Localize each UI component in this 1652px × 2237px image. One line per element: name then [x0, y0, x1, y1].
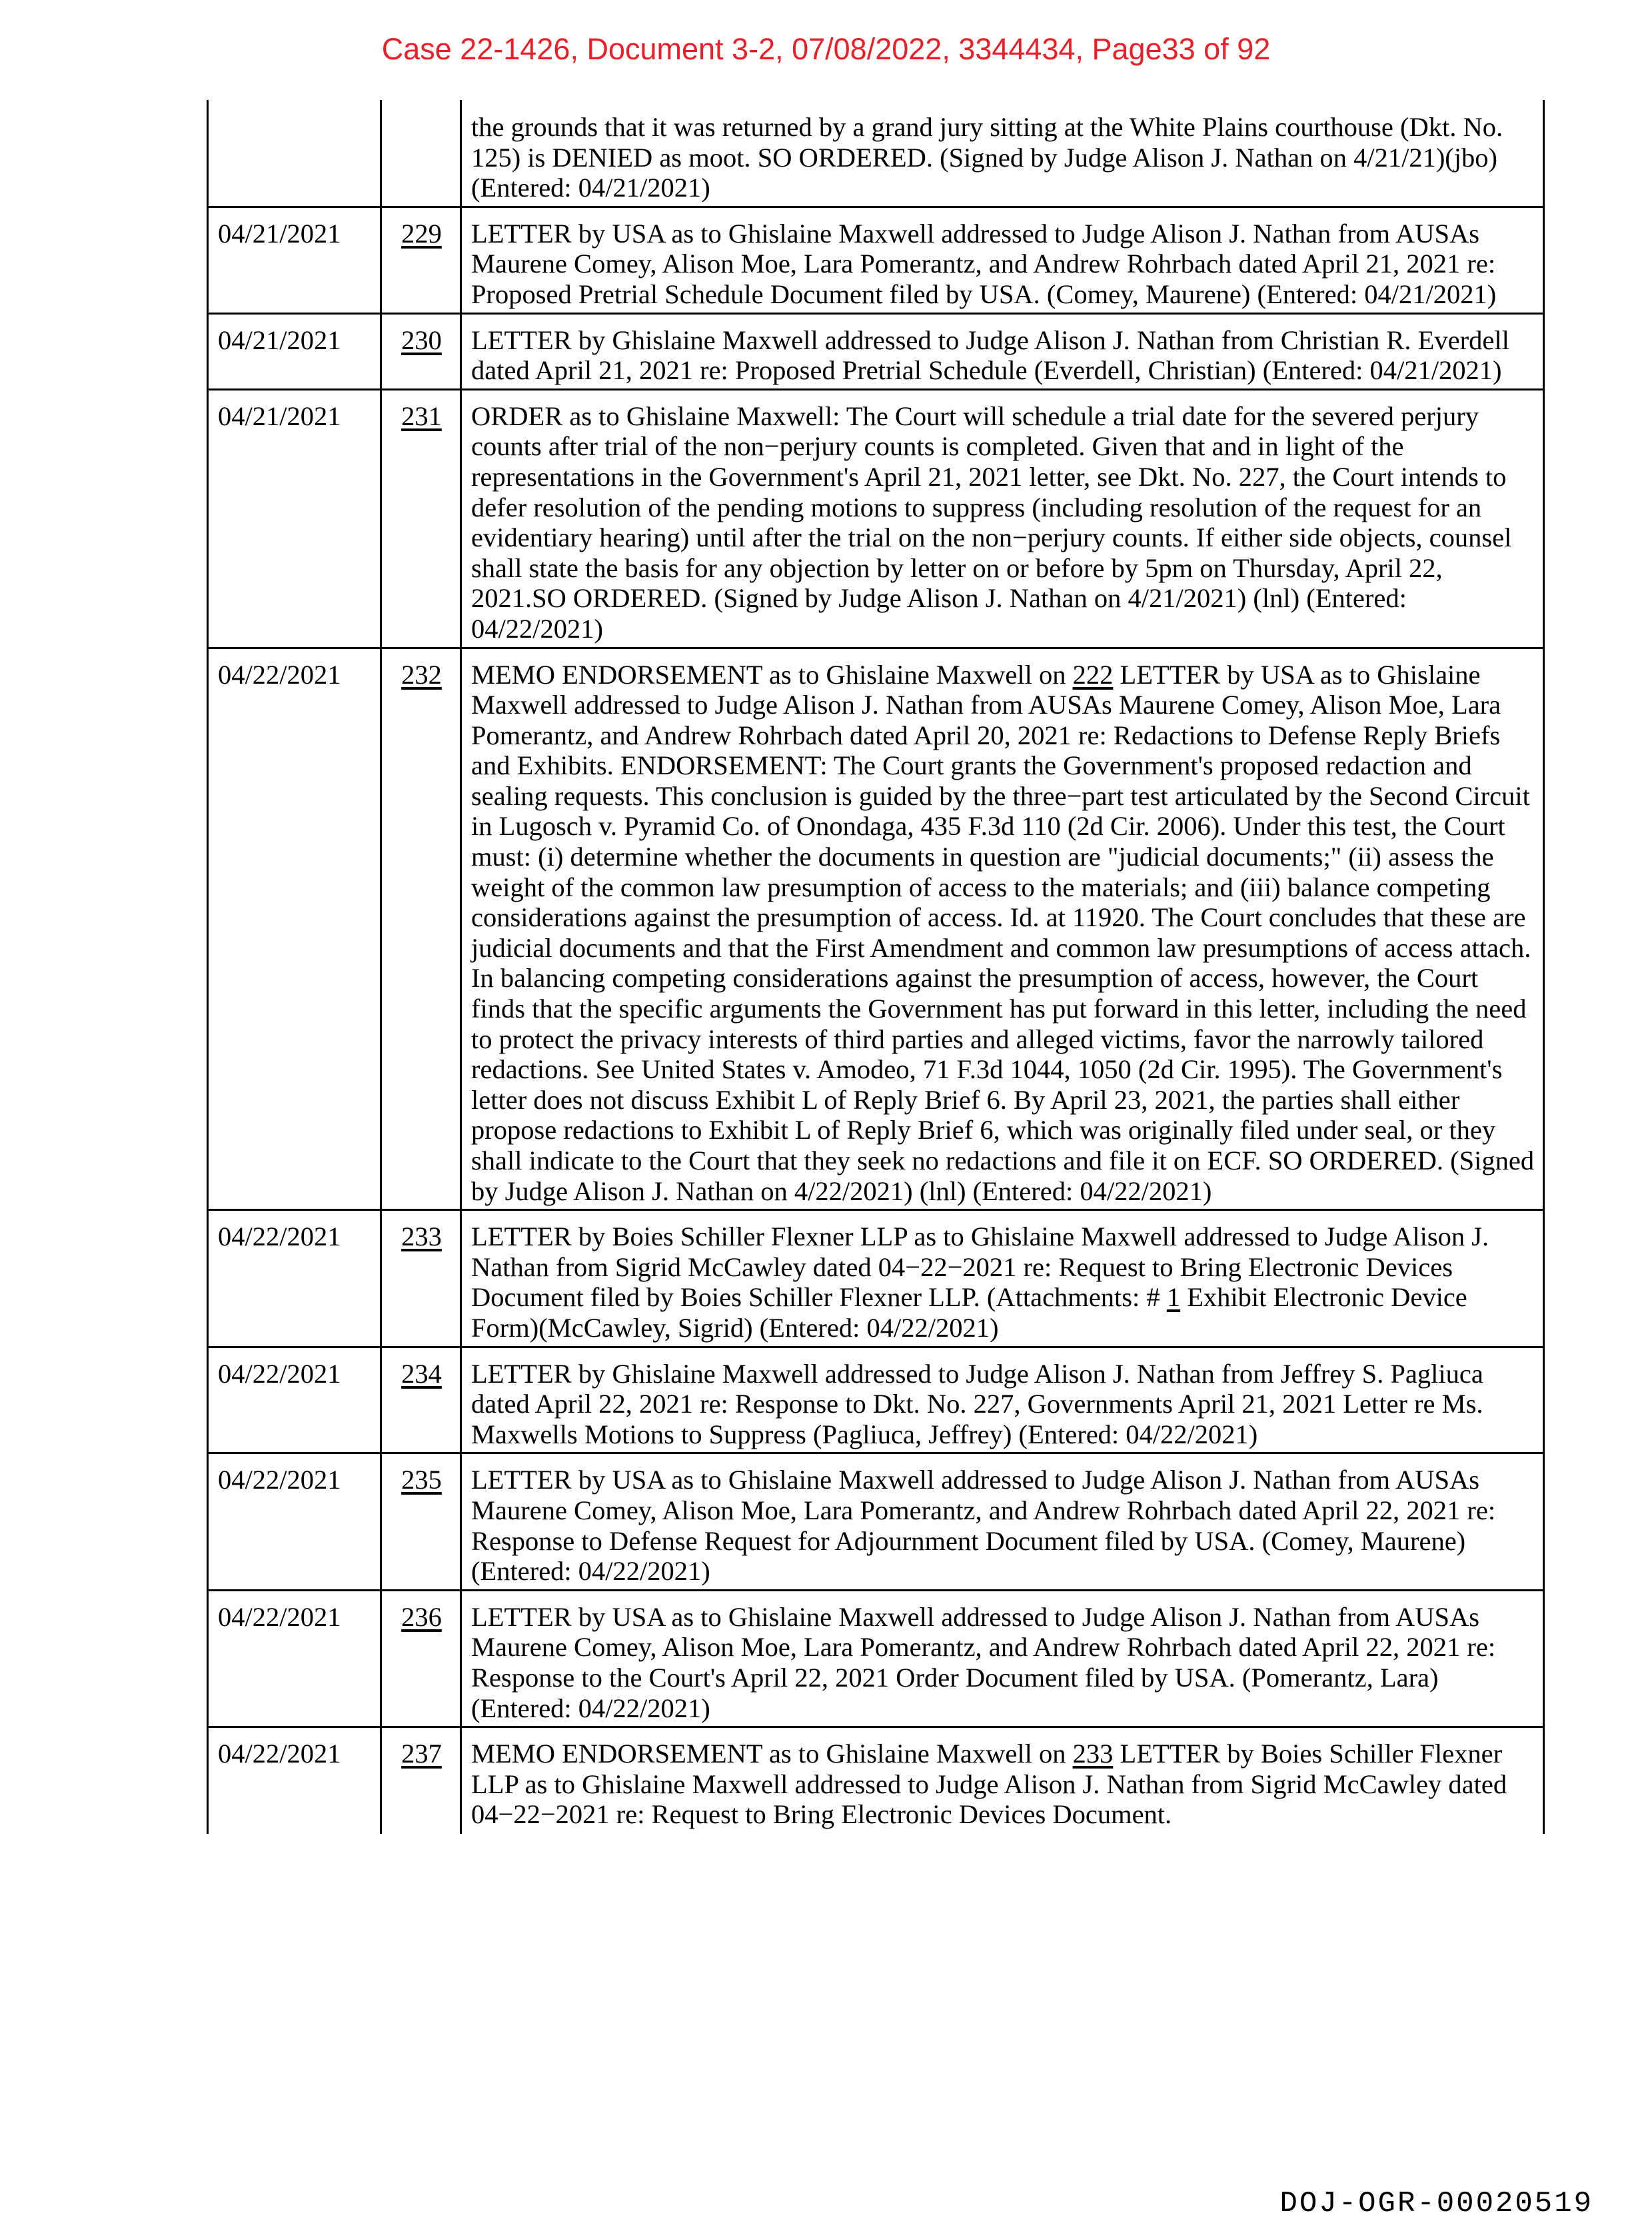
- entry-date: 04/22/2021: [208, 648, 381, 1210]
- entry-number: [381, 100, 461, 207]
- entry-date: 04/21/2021: [208, 207, 381, 313]
- docket-number-link[interactable]: 229: [401, 218, 442, 249]
- entry-text: LETTER by USA as to Ghislaine Maxwell addressed to Judge Alison J. Nathan from AUSAs Maurene Comey, Alison Moe, Lara Pomerantz, and Andrew Rohrbach dated April 22, 2021 re: Response to Defense Request for Adjournment Document filed by USA. (Comey, Maurene) (Entered: 04/22/2021): [461, 1453, 1544, 1590]
- table-row: [208, 389, 1544, 648]
- docket-number-link[interactable]: 237: [401, 1739, 442, 1769]
- table-row: [208, 1210, 1544, 1347]
- entry-date: 04/22/2021: [208, 1453, 381, 1590]
- entry-date: 04/22/2021: [208, 1590, 381, 1727]
- entry-text: [461, 1727, 1544, 1834]
- entry-text-before: MEMO ENDORSEMENT as to Ghislaine Maxwell on: [471, 659, 1073, 690]
- docket-number-link[interactable]: 231: [401, 400, 442, 431]
- entry-text: ORDER as to Ghislaine Maxwell: The Court will schedule a trial date for the severed perjury counts after trial of the non−perjury counts is completed. Given that and in light of the representations in the Government's April 21, 2021 letter, see Dkt. No. 227, the Court intends to defer resolution of the pending motions to suppress (including resolution of the request for an evidentiary hearing) until after the trial on the non−perjury counts. If either side objects, counsel shall state the basis for any objection by letter on or before by 5pm on Thursday, April 22, 2021.SO ORDERED. (Signed by Judge Alison J. Nathan on 4/21/2021) (lnl) (Entered: 04/22/2021): [461, 389, 1544, 648]
- entry-text-before: MEMO ENDORSEMENT as to Ghislaine Maxwell on: [471, 1739, 1073, 1769]
- entry-date: 04/22/2021: [208, 1727, 381, 1834]
- table-row-continued: [208, 100, 1544, 207]
- entry-text: LETTER by Ghislaine Maxwell addressed to Judge Alison J. Nathan from Jeffrey S. Pagliuca dated April 22, 2021 re: Response to Dkt. No. 227, Governments April 21, 2021 Letter re Ms. Maxwells Motions to Suppress (Pagliuca, Jeffrey) (Entered: 04/22/2021): [461, 1347, 1544, 1453]
- docket-number-link[interactable]: 234: [401, 1358, 442, 1389]
- entry-number-cell: [381, 1347, 461, 1453]
- entry-number-cell: [381, 313, 461, 389]
- docket-table: [207, 100, 1545, 1834]
- entry-date: 04/21/2021: [208, 389, 381, 648]
- entry-number-cell: [381, 1727, 461, 1834]
- entry-text: LETTER by USA as to Ghislaine Maxwell addressed to Judge Alison J. Nathan from AUSAs Maurene Comey, Alison Moe, Lara Pomerantz, and Andrew Rohrbach dated April 22, 2021 re: Response to the Court's April 22, 2021 Order Document filed by USA. (Pomerantz, Lara) (Entered: 04/22/2021): [461, 1590, 1544, 1727]
- table-row: [208, 313, 1544, 389]
- entry-number-cell: [381, 648, 461, 1210]
- entry-number-cell: [381, 1453, 461, 1590]
- entry-text: LETTER by USA as to Ghislaine Maxwell addressed to Judge Alison J. Nathan from AUSAs Maurene Comey, Alison Moe, Lara Pomerantz, and Andrew Rohrbach dated April 21, 2021 re: Proposed Pretrial Schedule Document filed by USA. (Comey, Maurene) (Entered: 04/21/2021): [461, 207, 1544, 313]
- attachment-link[interactable]: 1: [1166, 1282, 1181, 1313]
- referenced-docket-link[interactable]: 222: [1072, 659, 1114, 690]
- entry-date: 04/22/2021: [208, 1210, 381, 1347]
- entry-text: LETTER by Ghislaine Maxwell addressed to Judge Alison J. Nathan from Christian R. Everdell dated April 21, 2021 re: Proposed Pretrial Schedule (Everdell, Christian) (Entered: 04/21/2021): [461, 313, 1544, 389]
- entry-text: [461, 1210, 1544, 1347]
- table-row: [208, 207, 1544, 313]
- entry-text: [461, 648, 1544, 1210]
- entry-date: 04/21/2021: [208, 313, 381, 389]
- table-row: [208, 1727, 1544, 1834]
- docket-number-link[interactable]: 233: [401, 1221, 442, 1252]
- docket-number-link[interactable]: 236: [401, 1601, 442, 1632]
- entry-text: the grounds that it was returned by a grand jury sitting at the White Plains courthouse (Dkt. No. 125) is DENIED as moot. SO ORDERED. (Signed by Judge Alison J. Nathan on 4/21/21)(jbo) (Entered: 04/21/2021): [461, 100, 1544, 207]
- entry-number-cell: [381, 207, 461, 313]
- table-row: [208, 648, 1544, 1210]
- entry-date: 04/22/2021: [208, 1347, 381, 1453]
- entry-text-before: LETTER by Boies Schiller Flexner LLP as to Ghislaine Maxwell addressed to Judge Alison J. Nathan from Sigrid McCawley dated 04−22−2021 re: Request to Bring Electronic Devices Document filed by Boies Schiller Flexner LLP. (Attachments: #: [471, 1221, 1489, 1313]
- table-row: [208, 1347, 1544, 1453]
- entry-text-after: Exhibit Electronic Device Form)(McCawley, Sigrid) (Entered: 04/22/2021): [471, 1282, 1467, 1343]
- entry-text-after: LETTER by Boies Schiller Flexner LLP as to Ghislaine Maxwell addressed to Judge Alison J. Nathan from Sigrid McCawley dated 04−22−2021 re: Request to Bring Electronic Devices Document.: [471, 1739, 1507, 1830]
- entry-number-cell: [381, 389, 461, 648]
- entry-text-after: LETTER by USA as to Ghislaine Maxwell addressed to Judge Alison J. Nathan from AUSAs Maurene Comey, Alison Moe, Lara Pomerantz, and Andrew Rohrbach dated April 20, 2021 re: Redactions to Defense Reply Briefs and Exhibits. ENDORSEMENT: The Court grants the Government's proposed redaction and sealing requests. This conclusion is guided by the three−part test articulated by the Second Circuit in Lugosch v. Pyramid Co. of Onondaga, 435 F.3d 110 (2d Cir. 2006). Under this test, the Court must: (i) determine whether the documents in question are "judicial documents;" (ii) assess the weight of the common law presumption of access to the materials; and (iii) balance competing considerations against the presumption of access. Id. at 11920. The Court concludes that these are judicial documents and that the First Amendment and common law presumptions of access attach. In balancing competing considerations against the presumption of access, however, the Court finds that the specific arguments the Government has put forward in this letter, including the need to protect the privacy interests of third parties and alleged victims, favor the narrowly tailored redactions. See United States v. Amodeo, 71 F.3d 1044, 1050 (2d Cir. 1995). The Government's letter does not discuss Exhibit L of Reply Brief 6. By April 23, 2021, the parties shall either propose redactions to Exhibit L of Reply Brief 6, which was originally filed under seal, or they shall indicate to the Court that they seek no redactions and file it on ECF. SO ORDERED. (Signed by Judge Alison J. Nathan on 4/22/2021) (lnl) (Entered: 04/22/2021): [471, 659, 1535, 1206]
- docket-number-link[interactable]: 232: [401, 659, 442, 690]
- docket-number-link[interactable]: 230: [401, 325, 442, 355]
- entry-number-cell: [381, 1590, 461, 1727]
- entry-date: [208, 100, 381, 207]
- referenced-docket-link[interactable]: 233: [1072, 1739, 1114, 1769]
- entry-number-cell: [381, 1210, 461, 1347]
- bates-number: DOJ-OGR-00020519: [1279, 2187, 1593, 2220]
- table-row: [208, 1453, 1544, 1590]
- case-header: Case 22-1426, Document 3-2, 07/08/2022, 3344434, Page33 of 92: [381, 32, 1271, 66]
- table-row: [208, 1590, 1544, 1727]
- docket-number-link[interactable]: 235: [401, 1465, 442, 1495]
